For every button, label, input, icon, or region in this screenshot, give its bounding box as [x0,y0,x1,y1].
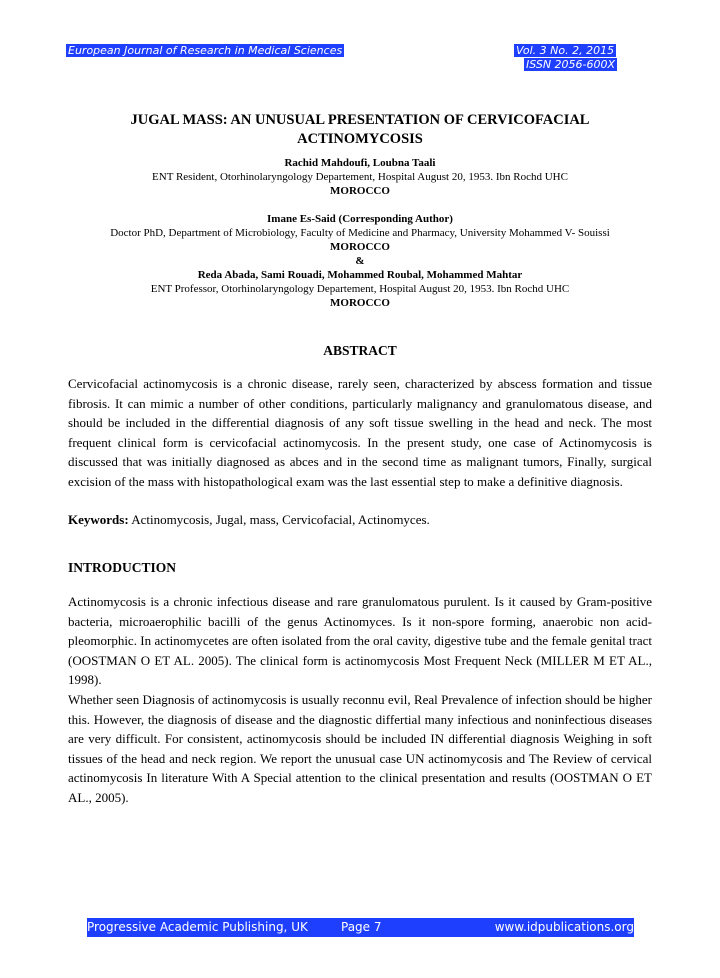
title-line-2: ACTINOMYCOSIS [297,131,423,147]
author-names-3: Reda Abada, Sami Rouadi, Mohammed Roubal, Mohammed Mahtar [197,269,523,281]
page-footer [87,918,634,937]
author-country-2: MOROCCO [330,241,390,253]
abstract-heading: ABSTRACT [323,343,397,358]
abstract-text: Cervicofacial actinomycosis is a chronic disease, rarely seen, characterized by abscess formation and tissue fibrosis. It can mimic a number of other conditions, particularly malignancy and granulomatous disease, and should be included in the differential diagnosis of any soft tissue swelling in the head and neck. The most frequent clinical form is cervicofacial actinomycosis. In the present study, one case of Actinomycosis is discussed that was initially diagnosed as abces and in the second time as malignant tumors, Finally, surgical excision of the mass with histopathological exam was the last essential step to make a definitive diagnosis. [68,376,652,489]
author-affiliation-2: Doctor PhD, Department of Microbiology, Faculty of Medicine and Pharmacy, University Mohammed V- Souissi [110,227,610,239]
keywords-text: Actinomycosis, Jugal, mass, Cervicofacial, Actinomyces. [128,512,430,527]
author-ampersand: & [355,255,365,267]
title-line-1: JUGAL MASS: AN UNUSUAL PRESENTATION OF CERVICOFACIAL [130,112,590,128]
journal-name: European Journal of Research in Medical Sciences [68,44,343,57]
introduction-paragraph-1: Actinomycosis is a chronic infectious disease and rare granulomatous purulent. Is it caused by Gram-positive bacteria, microaerophilic bacilli of the genus Actinomyces. Is it non-spore forming, anaerobic non acid-pleomorphic. In actinomycetes are often isolated from the oral cavity, digestive tube and the female genital tract (OOSTMAN O ET AL. 2005). The clinical form is actinomycosis Most Frequent Neck (MILLER M ET AL., 1998). [68,594,652,688]
volume-info: Vol. 3 No. 2, 2015 [516,44,615,57]
footer-page-number: Page 7 [341,920,382,934]
footer-publisher: Progressive Academic Publishing, UK [87,920,308,934]
issn: ISSN 2056-600X [526,58,616,71]
author-country-3: MOROCCO [330,297,390,309]
author-affiliation-1: ENT Resident, Otorhinolaryngology Departement, Hospital August 20, 1953. Ibn Rochd UHC [152,171,568,183]
introduction-paragraph-2: Whether seen Diagnosis of actinomycosis is usually reconnu evil, Real Prevalence of infection should be higher this. However, the diagnosis of disease and the diagnostic differtial many infectious and noninfectious diseases are very difficult. For consistent, actinomycosis should be included IN differential diagnosis Weighing in soft tissues of the head and neck region. We report the unusual case UN actinomycosis and The Review of cervical actinomycosis In literature With A Special attention to the clinical presentation and results (OOSTMAN O ET AL., 2005). [68,692,652,805]
author-country-1: MOROCCO [330,185,390,197]
footer-website[interactable]: www.idpublications.org [494,920,634,934]
author-affiliation-3: ENT Professor, Otorhinolaryngology Departement, Hospital August 20, 1953. Ibn Rochd UHC [150,283,570,295]
introduction-heading: INTRODUCTION [68,560,177,575]
keywords-label: Keywords: [68,512,129,527]
author-names-1: Rachid Mahdoufi, Loubna Taali [284,157,436,169]
paper-title [0,111,720,149]
author-names-2: Imane Es-Said (Corresponding Author) [267,213,453,225]
keywords [68,510,652,530]
